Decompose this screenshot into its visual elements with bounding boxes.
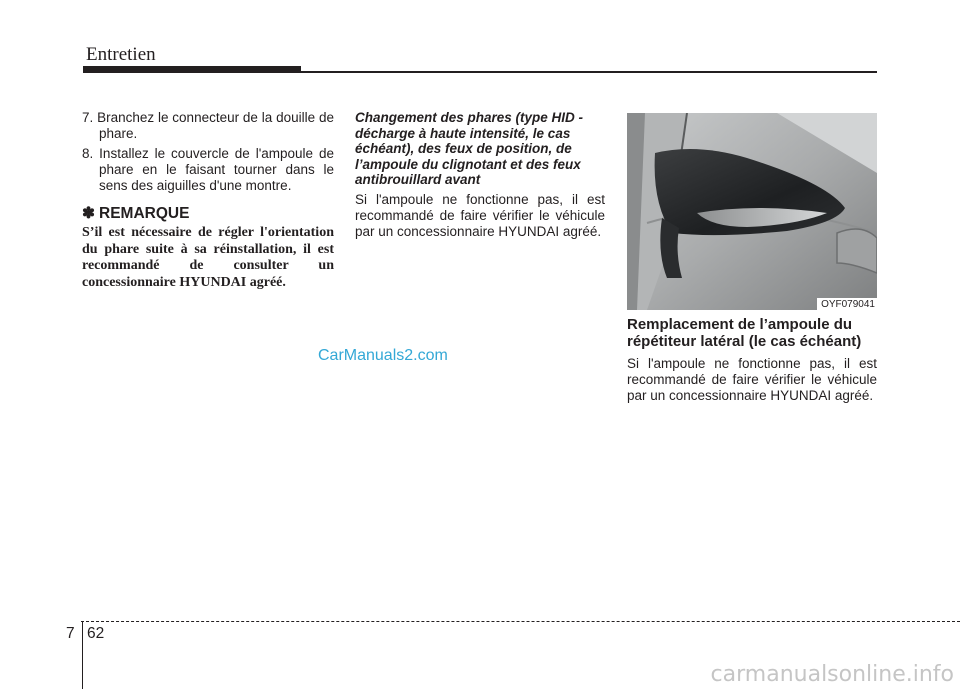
page-header-title: Entretien	[86, 44, 156, 65]
photo-reference-code: OYF079041	[817, 298, 877, 310]
footer-rule-horizontal	[81, 621, 960, 622]
remark-heading-label: REMARQUE	[99, 205, 190, 222]
watermark-carmanuals: CarManuals2.com	[318, 347, 448, 364]
footer-rule-vertical	[82, 622, 83, 689]
remark-body: S’il est nécessaire de régler l'orientation du phare suite à sa réinstallation, il est recommandé de consulter un concessionnaire HYUNDAI agréé.	[82, 225, 334, 290]
mirror-photo	[627, 113, 877, 310]
section-heading-repeater: Remplacement de l’ampoule du répétiteur latéral (le cas échéant)	[627, 316, 862, 350]
column-middle	[355, 110, 605, 240]
footer-chapter-number: 7	[66, 625, 75, 642]
section-body-repeater: Si l'ampoule ne fonctionne pas, il est recommandé de faire vérifier le véhicule par un concessionnaire HYUNDAI agréé.	[627, 356, 877, 403]
column-left	[82, 110, 334, 291]
remark-star-icon: ✽	[82, 205, 95, 222]
footer-page-number: 62	[87, 625, 105, 642]
header-rule-thin	[83, 71, 877, 73]
step-8: 8. Installez le couvercle de l'ampoule de phare en le faisant tourner dans le sens des aiguilles d'une montre.	[82, 146, 334, 193]
side-mirror-illustration	[627, 113, 877, 310]
footer-site-watermark: carmanualsonline.info	[710, 662, 954, 687]
section-body-headlamp: Si l'ampoule ne fonctionne pas, il est recommandé de faire vérifier le véhicule par un concessionnaire HYUNDAI agréé.	[355, 191, 605, 239]
step-7: 7. Branchez le connecteur de la douille de phare.	[82, 110, 334, 141]
remark-heading	[82, 206, 334, 222]
section-heading-headlamp: Changement des phares (type HID - décharge à haute intensité, le cas échéant), des feux de position, de l’ampoule du clignotant et des feux antibrouillard avant	[355, 110, 584, 187]
column-right	[627, 316, 877, 404]
